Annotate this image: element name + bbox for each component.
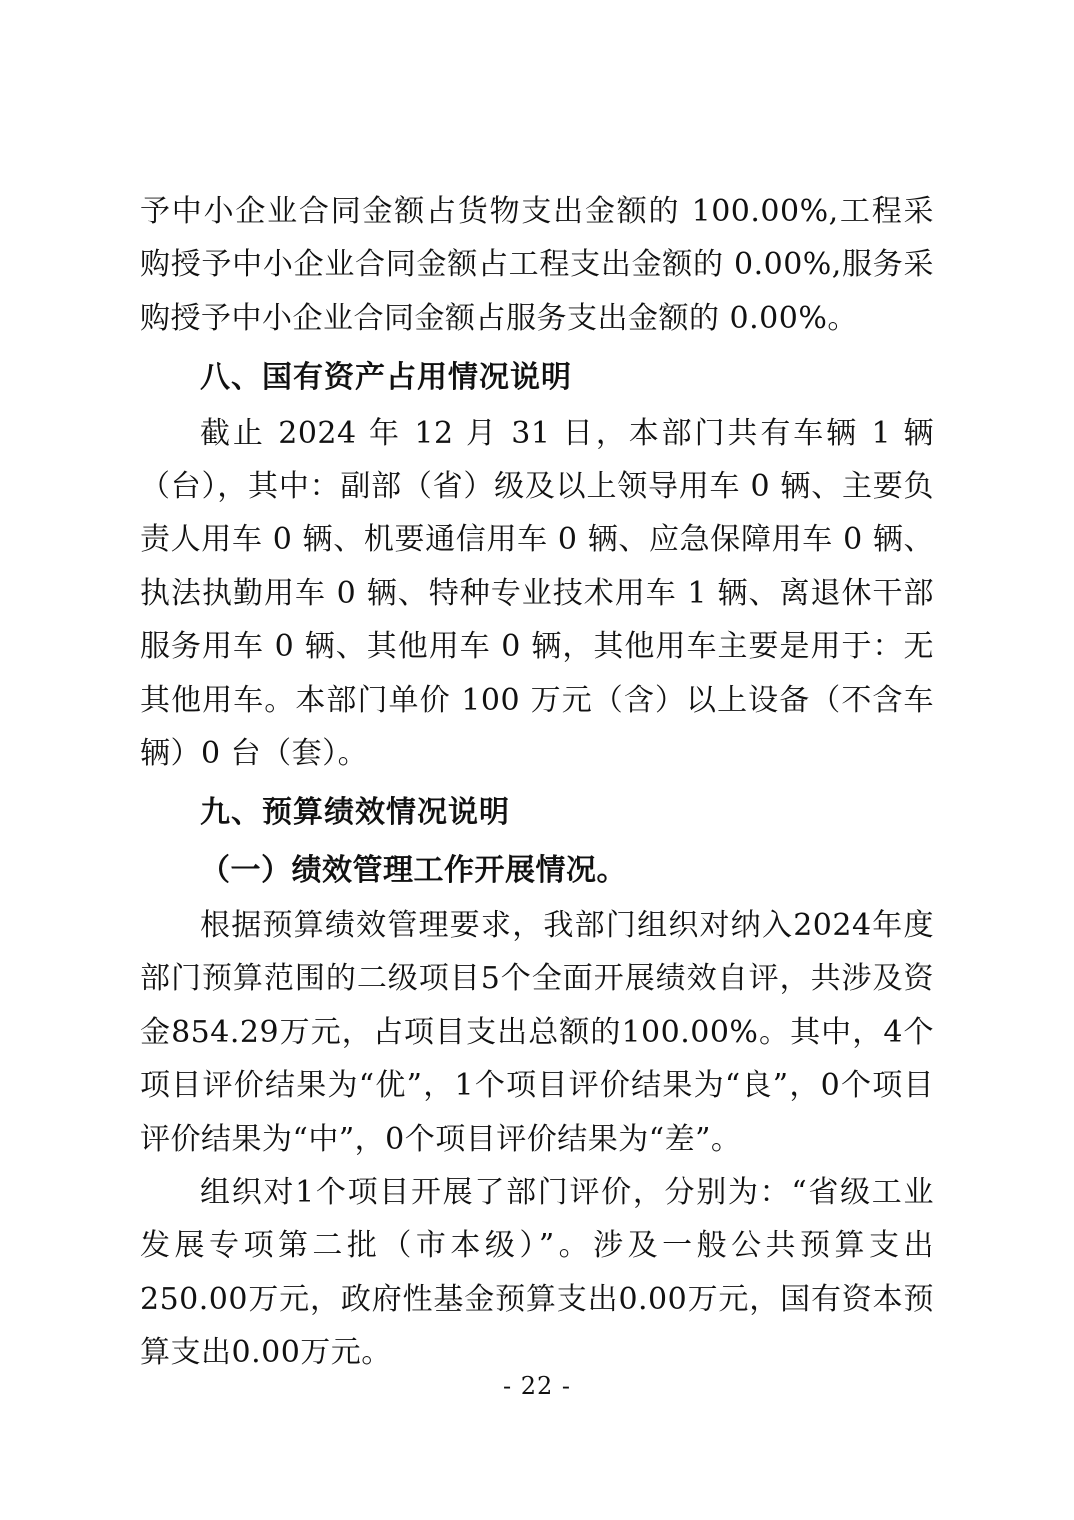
- heading-state-assets: 八、国有资产占用情况说明: [200, 360, 572, 396]
- subheading-performance-management: （一）绩效管理工作开展情况。: [200, 852, 627, 888]
- document-body: [140, 185, 934, 1380]
- paragraph-vehicle-assets: 截止 2024 年 12 月 31 日，本部门共有车辆 1 辆（台），其中：副部（省）级及以上领导用车 0 辆、主要负责人用车 0 辆、机要通信用车 0 辆、应急保障用车 0 辆、执法执勤用车 0 辆、特种专业技术用车 1 辆、离退休干部服务用车 0 辆、其他用车 0 辆，其他用车主要是用于：无其他用车。本部门单价 100 万元（含）以上设备（不含车辆）0 台（套）。: [140, 415, 934, 771]
- page-number: - 22 -: [502, 1372, 571, 1400]
- paragraph-sme-contract-ratio: 予中小企业合同金额占货物支出金额的 100.00%,工程采购授予中小企业合同金额占工程支出金额的 0.00%,服务采购授予中小企业合同金额占服务支出金额的 0.00%。: [140, 194, 934, 336]
- paragraph-self-evaluation: 根据预算绩效管理要求，我部门组织对纳入2024年度部门预算范围的二级项目5个全面开展绩效自评，共涉及资金854.29万元，占项目支出总额的100.00%。其中，4个项目评价结果为“优”，1个项目评价结果为“良”，0个项目评价结果为“中”，0个项目评价结果为“差”。: [140, 908, 934, 1157]
- paragraph-department-evaluation: 组织对1个项目开展了部门评价，分别为：“省级工业发展专项第二批（市本级）”。涉及一般公共预算支出250.00万元，政府性基金预算支出0.00万元，国有资本预算支出0.00万元。: [140, 1175, 934, 1371]
- heading-budget-performance: 九、预算绩效情况说明: [200, 795, 510, 831]
